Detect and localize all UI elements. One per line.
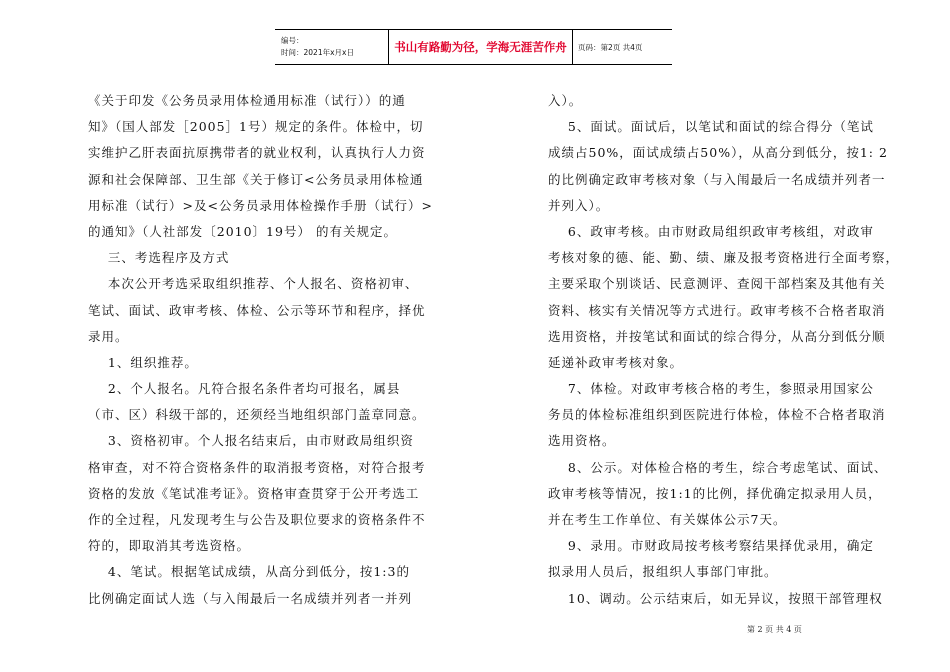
right-text-line: 10、调动。公示结束后，如无异议，按照干部管理权	[548, 590, 883, 606]
left-text-line: 实维护乙肝表面抗原携带者的就业权利，认真执行人力资	[88, 145, 426, 161]
left-text-line: 三、考选程序及方式	[88, 250, 230, 266]
right-text-line: 考核对象的德、能、勤、绩、廉及报考资格进行全面考察，	[548, 250, 900, 266]
right-text-line: 并列入）。	[548, 197, 610, 213]
left-text-line: 录用。	[88, 328, 129, 344]
left-text-line: 笔试、面试、政审考核、体检、公示等环节和程序，择优	[88, 302, 426, 318]
right-text-line: 8、公示。对体检合格的考生，综合考虑笔试、面试、	[548, 459, 888, 475]
right-text-line: 政审考核等情况，按1:1的比例，择优确定拟录用人员，	[548, 485, 882, 501]
right-text-line: 5、面试。面试后，以笔试和面试的综合得分（笔试	[548, 119, 874, 135]
left-text-line: 4、笔试。根据笔试成绩，从高分到低分，按1:3的	[88, 564, 410, 580]
right-text-line: 入）。	[548, 93, 583, 108]
left-text-line: 符的，即取消其考选资格。	[88, 538, 251, 554]
right-text-line: 的比例确定政审考核对象（与入闱最后一名成绩并列者一	[548, 171, 886, 187]
left-column	[88, 88, 433, 612]
left-text-line: 的通知》（人社部发〔2010〕19号） 的有关规定。	[88, 223, 397, 239]
time-label: 时间：2021年x月x日	[281, 48, 354, 57]
right-text-line: 7、体检。对政审考核合格的考生，参照录用国家公	[548, 381, 874, 397]
left-text-line: 3、资格初审。个人报名结束后，由市财政局组织资	[88, 433, 414, 449]
right-text-line: 拟录用人员后，报组织人事部门审批。	[548, 564, 778, 580]
right-column	[548, 88, 900, 612]
header-meta	[275, 29, 389, 65]
right-text-line: 9、录用。市财政局按考核考察结果择优录用，确定	[548, 538, 874, 554]
left-text-line: 用标准（试行）>及<公务员录用体检操作手册（试行）>	[88, 197, 433, 213]
left-text-line: 1、组织推荐。	[88, 354, 198, 370]
left-text-line: 作的全过程，凡发现考生与公告及职位要求的资格条件不	[88, 512, 426, 527]
right-text-line: 务员的体检标准组织到医院进行体检，体检不合格者取消	[548, 407, 886, 423]
left-text-line: 2、个人报名。凡符合报名条件者均可报名，属县	[88, 381, 401, 397]
left-text-line: 格审查，对不符合资格条件的取消报考资格，对符合报考	[88, 459, 426, 475]
left-text-line: 本次公开考选采取组织推荐、个人报名、资格初审、	[88, 276, 419, 292]
header-table	[275, 29, 672, 65]
right-text-line: 选用资格。	[548, 433, 616, 449]
right-text-line: 并在考生工作单位、有关媒体公示7天。	[548, 512, 787, 527]
right-text-line: 成绩占50%，面试成绩占50%），从高分到低分，按1: 2	[548, 145, 888, 161]
page-label: 页码：第2页 共4页	[578, 42, 643, 52]
left-text-line: （市、区）科级干部的，还须经当地组织部门盖章同意。	[88, 407, 426, 423]
right-text-line: 选用资格，并按笔试和面试的综合得分，从高分到低分顺	[548, 328, 886, 344]
header-bottom-rule	[275, 64, 672, 65]
right-text-line: 6、政审考核。由市财政局组织政审考核组，对政审	[548, 223, 874, 239]
page-footer: 第 2 页 共 4 页	[747, 625, 802, 634]
motto: 书山有路勤为径，学海无涯苦作舟	[389, 29, 573, 65]
number-label: 编号：	[281, 36, 304, 45]
left-text-line: 比例确定面试人选（与入闱最后一名成绩并列者一并列	[88, 590, 413, 606]
right-text-line: 资料、核实有关情况等方式进行。政审考核不合格者取消	[548, 302, 886, 318]
left-text-line: 《关于印发《公务员录用体检通用标准（试行））的通	[88, 93, 406, 108]
right-text-line: 延递补政审考核对象。	[548, 354, 684, 370]
left-text-line: 源和社会保障部、卫生部《关于修订<公务员录用体检通	[88, 171, 424, 187]
right-text-line: 主要采取个别谈话、民意测评、查阅干部档案及其他有关	[548, 276, 886, 292]
left-text-line: 资格的发放《笔试准考证》。资格审查贯穿于公开考选工	[88, 485, 420, 501]
left-text-line: 知》（国人部发［2005］1号）规定的条件。体检中，切	[88, 119, 424, 135]
page-header	[275, 29, 672, 65]
